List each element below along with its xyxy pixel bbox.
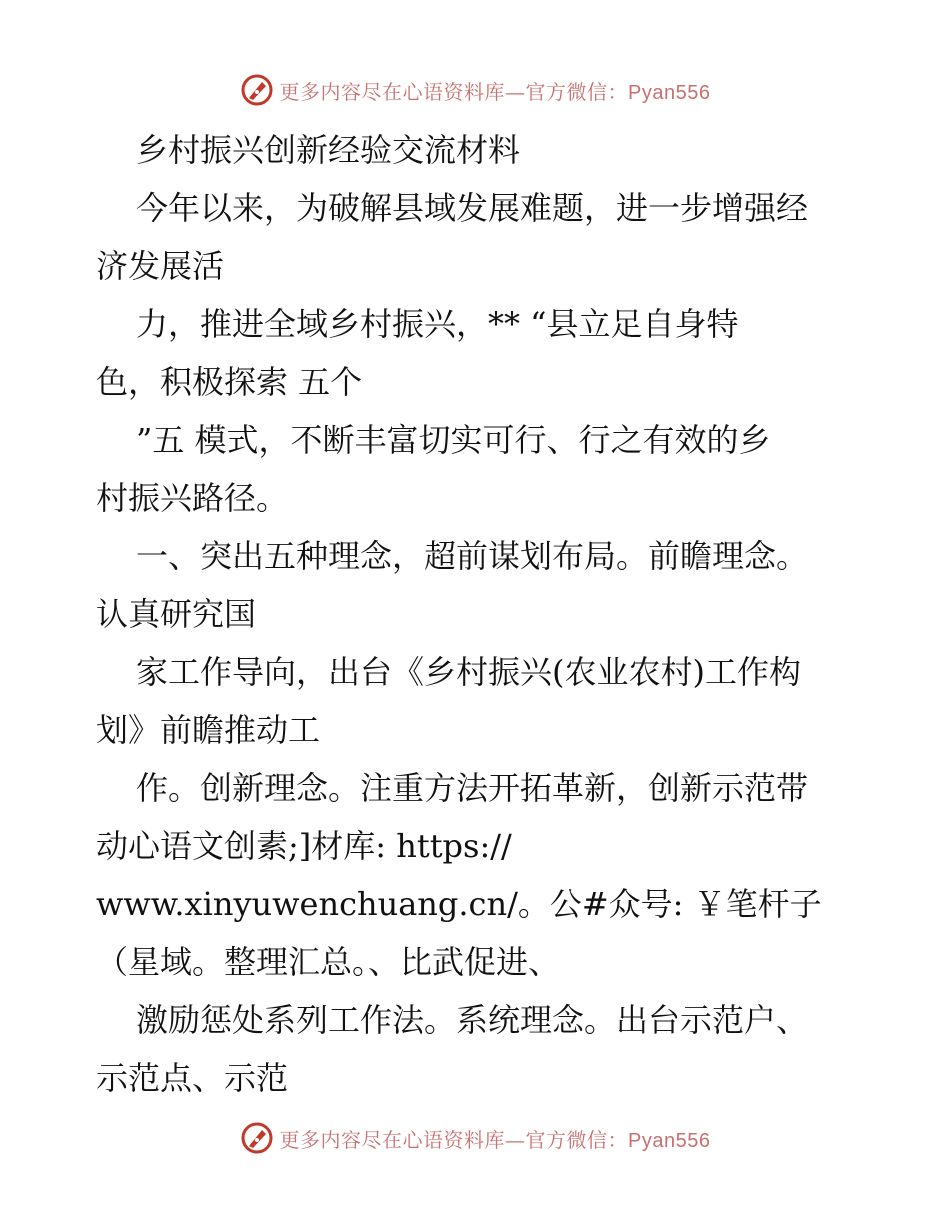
paragraph-line: 作。创新理念。注重方法开拓革新，创新示范带 xyxy=(136,769,809,807)
paragraph-line: 家工作导向，出台《乡村振兴(农业农村)工作构 xyxy=(136,653,801,691)
paragraph-line: 激励惩处系列工作法。系统理念。出台示范户、 xyxy=(136,1001,809,1039)
paragraph-line: 一、突出五种理念，超前谋划布局。前瞻理念。 xyxy=(136,537,809,575)
pen-nib-logo-icon xyxy=(240,1121,274,1155)
header-watermark-banner xyxy=(0,70,950,110)
paragraph-line: （星域。整理汇总。、比武促进、 xyxy=(96,943,561,981)
paragraph-line: www.xinyuwenchuang.cn/。公#众号: ￥笔杆子 xyxy=(96,885,822,923)
paragraph-line: ”五 模式，不断丰富切实可行、行之有效的乡 xyxy=(136,421,771,459)
pen-nib-logo-icon xyxy=(240,73,274,107)
paragraph-line: 动心语文创素;]材库: https:// xyxy=(96,827,512,865)
paragraph-line: 济发展活 xyxy=(96,247,225,285)
paragraph-line: 今年以来，为破解县域发展难题，进一步增强经 xyxy=(136,189,809,227)
watermark-text: 更多内容尽在心语资料库—官方微信：Pyan556 xyxy=(279,79,711,104)
paragraph-line: 色，积极探索 五个 xyxy=(96,363,363,401)
document-title: 乡村振兴创新经验交流材料 xyxy=(136,131,521,169)
footer-watermark-banner xyxy=(0,1118,950,1158)
watermark-text: 更多内容尽在心语资料库—官方微信：Pyan556 xyxy=(279,1127,711,1152)
paragraph-line: 村振兴路径。 xyxy=(96,479,289,517)
paragraph-line: 示范点、示范 xyxy=(96,1059,289,1097)
paragraph-line: 力，推进全域乡村振兴，** “县立足自身特 xyxy=(136,305,739,343)
paragraph-line: 划》前瞻推动工 xyxy=(96,711,321,749)
paragraph-line: 认真研究国 xyxy=(96,595,257,633)
